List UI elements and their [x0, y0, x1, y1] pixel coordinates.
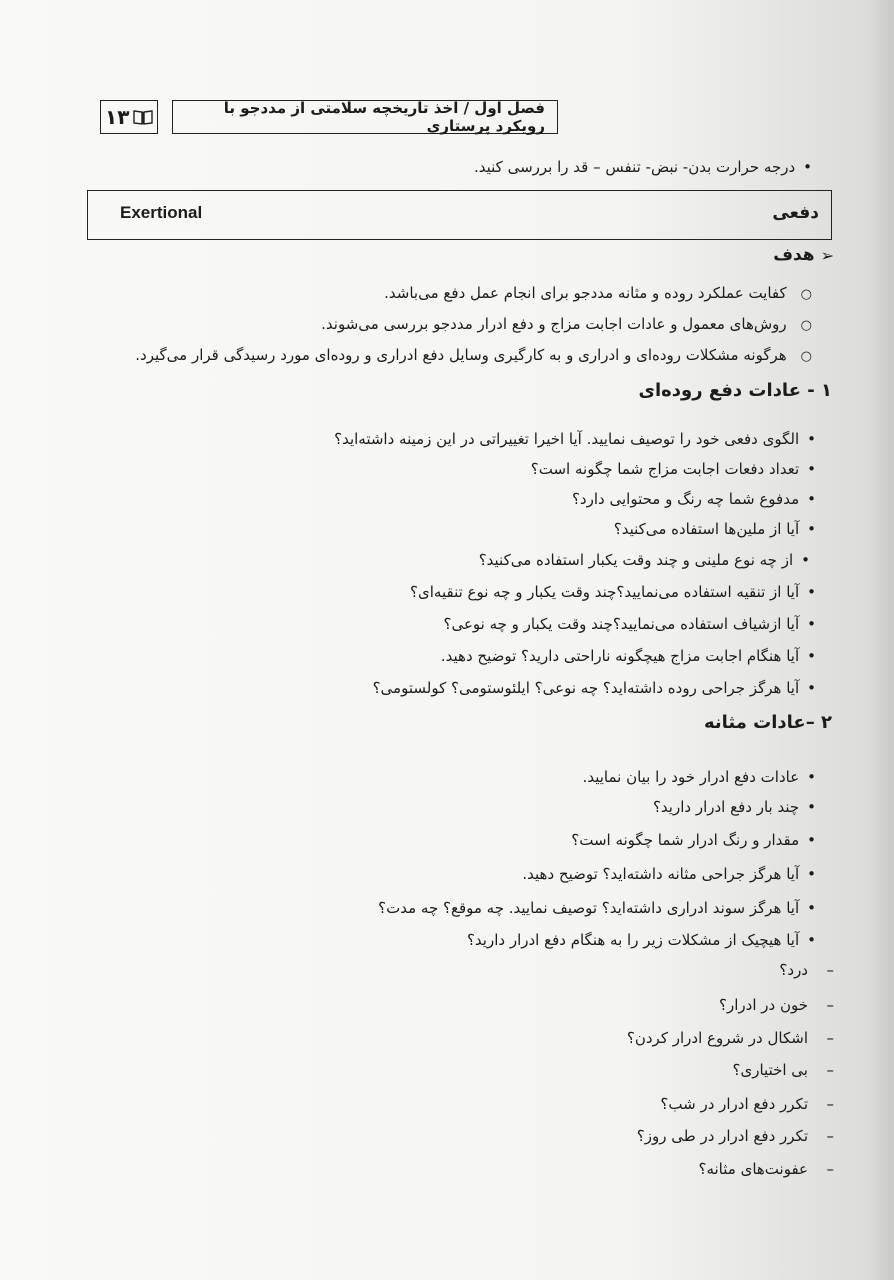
problem-item: –تکرر دفع ادرار در شب؟ [660, 1095, 834, 1113]
goal-heading-label: هدف [773, 245, 815, 265]
bladder-item: • مقدار و رنگ ادرار شما چگونه است؟ [571, 830, 816, 850]
bowel-item: • آیا هنگام اجابت مزاج هیچگونه ناراحتی دارید؟ توضیح دهید. [441, 646, 816, 666]
bowel-item: • آیا از تنقیه استفاده می‌نمایید؟چند وقت یکبار و چه نوع تنقیه‌ای؟ [410, 582, 816, 602]
problem-item: –بی اختیاری؟ [732, 1061, 834, 1079]
page-number: ۱۳ [105, 105, 130, 129]
bladder-item: • عادات دفع ادرار خود را بیان نمایید. [583, 767, 816, 787]
goal-item: ○ روش‌های معمول و عادات اجابت مزاج و دفع ادرار مددجو بررسی می‌شوند. [321, 314, 812, 336]
goal-item: ○ کفایت عملکرد روده و مثانه مددجو برای انجام عمل دفع می‌باشد. [384, 283, 812, 305]
bowel-item: • مدفوع شما چه رنگ و محتوایی دارد؟ [572, 489, 816, 509]
arrow-icon: ➢ [820, 245, 834, 265]
chapter-header [172, 100, 558, 134]
bladder-item: • چند بار دفع ادرار دارید؟ [653, 797, 816, 817]
chapter-title: فصل اول / اخذ تاریخچه سلامتی از مددجو با رویکرد پرستاری [223, 99, 545, 135]
problem-item: –اشکال در شروع ادرار کردن؟ [626, 1029, 834, 1047]
bowel-item: • آیا از ملین‌ها استفاده می‌کنید؟ [614, 519, 816, 539]
bladder-heading: ۲ –عادات مثانه [703, 712, 832, 733]
bladder-item: • آیا هیچیک از مشکلات زیر را به هنگام دفع ادرار دارید؟ [467, 930, 816, 950]
bladder-item: • آیا هرگز سوند ادراری داشته‌اید؟ توصیف نمایید. چه موقع؟ چه مدت؟ [378, 898, 816, 918]
section-title-box [87, 190, 832, 240]
goal-item: ○ هرگونه مشکلات روده‌ای و ادراری و به کارگیری وسایل دفع ادراری و روده‌ای مورد رسیدگی قرار می‌گیرد. [135, 345, 812, 367]
bowel-item: • آیا هرگز جراحی روده داشته‌اید؟ چه نوعی؟ ایلئوستومی؟ کولستومی؟ [373, 678, 816, 698]
problem-item: –خون در ادرار؟ [719, 996, 834, 1014]
bowel-item: • آیا ازشیاف استفاده می‌نمایید؟چند وقت یکبار و چه نوعی؟ [443, 614, 816, 634]
goal-heading [773, 245, 834, 265]
section-title-en: Exertional [120, 203, 203, 222]
bladder-item: • آیا هرگز جراحی مثانه داشته‌اید؟ توضیح دهید. [522, 864, 816, 884]
bowel-item: • تعداد دفعات اجابت مزاج شما چگونه است؟ [531, 459, 816, 479]
bowel-item: • از چه نوع ملینی و چند وقت یکبار استفاده می‌کنید؟ [479, 550, 810, 570]
book-icon [133, 109, 153, 125]
problem-item: –عفونت‌های مثانه؟ [698, 1160, 834, 1178]
problem-item: –تکرر دفع ادرار در طی روز؟ [636, 1127, 834, 1145]
section-title-fa: دفعی [772, 203, 819, 223]
bowel-heading: ۱ - عادات دفع روده‌ای [638, 380, 832, 401]
intro-line: • درجه حرارت بدن- نبض- تنفس – قد را بررسی کنید. [474, 157, 812, 177]
bowel-item: • الگوی دفعی خود را توصیف نمایید. آیا اخیرا تغییراتی در این زمینه داشته‌اید؟ [334, 429, 816, 449]
page-number-box [100, 100, 158, 134]
problem-item: –درد؟ [779, 961, 834, 979]
